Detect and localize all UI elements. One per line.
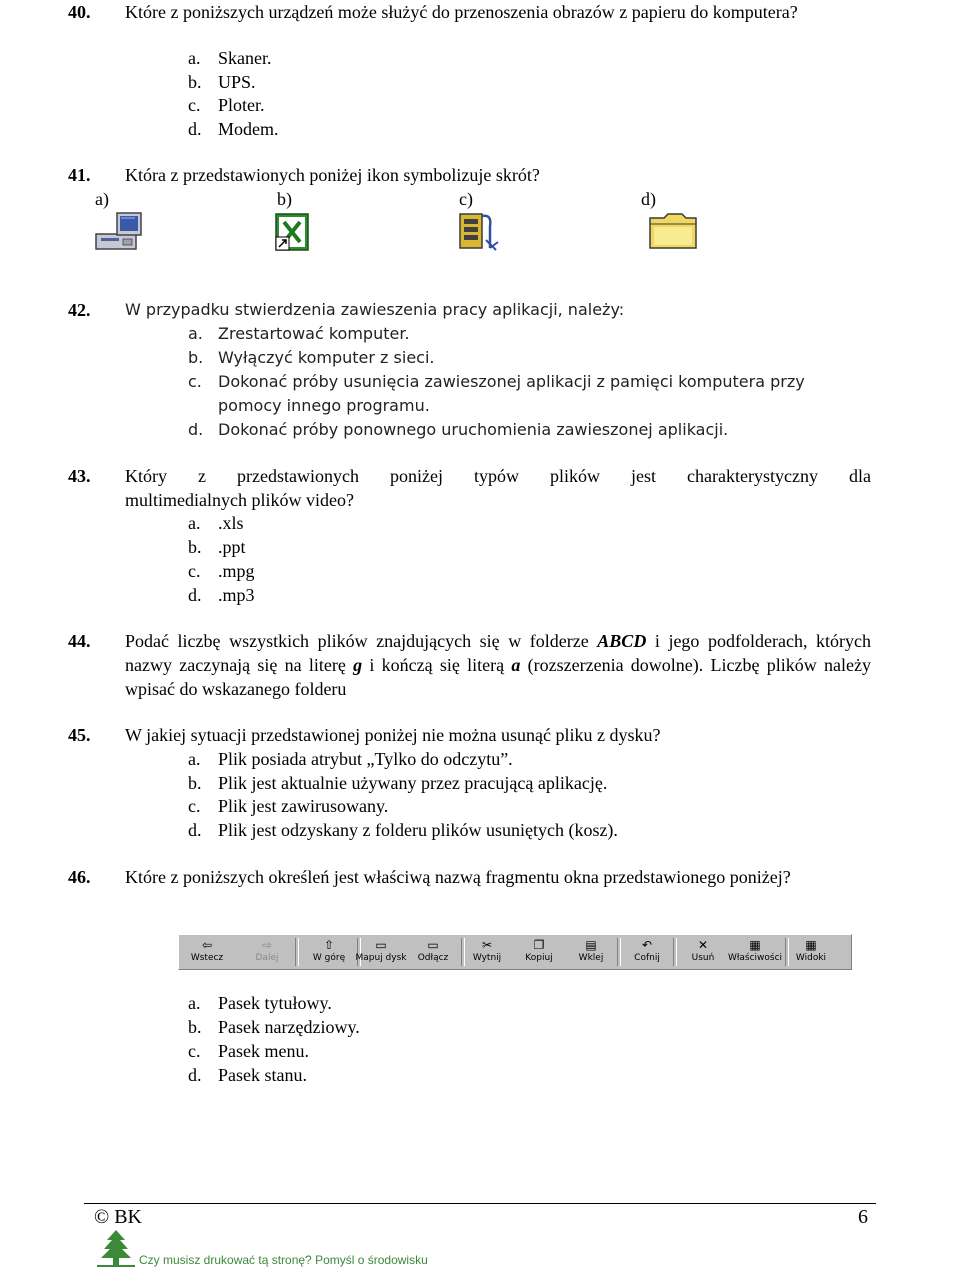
forward-arrow-icon: ⇨ — [261, 938, 273, 952]
properties-icon: ▦ — [749, 938, 761, 952]
toolbar-button-disconnect[interactable]: ▭ Odłącz — [405, 937, 461, 967]
question-number: 44. — [68, 631, 91, 651]
icon-label-c: c) — [459, 189, 473, 209]
page-number: 6 — [858, 1206, 868, 1228]
option: a. Pasek tytułowy. — [188, 993, 332, 1013]
option: b. UPS. — [188, 72, 256, 92]
copy-icon: ❐ — [533, 938, 545, 952]
map-drive-icon: ▭ — [375, 938, 387, 952]
question-text: Która z przedstawionych poniżej ikon symbolizuje skrót? — [125, 165, 540, 185]
toolbar-button-views[interactable]: ▦ Widoki — [783, 937, 839, 967]
option: c. Plik jest zawirusowany. — [188, 796, 389, 816]
toolbar-button-cut[interactable]: ✂ Wytnij — [459, 937, 515, 967]
question-number: 41. — [68, 165, 91, 185]
toolbar-button-undo[interactable]: ↶ Cofnij — [619, 937, 675, 967]
disconnect-drive-icon: ▭ — [427, 938, 439, 952]
option: c. Ploter. — [188, 95, 265, 115]
option: d. Modem. — [188, 119, 279, 139]
option: a. .xls — [188, 513, 244, 533]
question-number: 45. — [68, 725, 91, 745]
question-text-line2: multimedialnych plików video? — [125, 490, 354, 510]
option: b. .ppt — [188, 537, 246, 557]
footer-divider — [84, 1203, 876, 1204]
toolbar-button-map-drive[interactable]: ▭ Mapuj dysk — [353, 937, 409, 967]
back-arrow-icon: ⇦ — [201, 938, 213, 952]
option: c. Dokonać próby usunięcia zawieszonej aplikacji z pamięci komputera przy — [188, 372, 805, 391]
icon-label-d: d) — [641, 189, 656, 209]
views-icon: ▦ — [805, 938, 817, 952]
option-continued: pomocy innego programu. — [218, 396, 430, 415]
toolbar-button-back[interactable]: ⇦ Wstecz — [179, 937, 235, 967]
question-text: W jakiej sytuacji przedstawionej poniżej nie można usunąć pliku z dysku? — [125, 725, 661, 745]
question-number: 40. — [68, 2, 91, 22]
option: a. Zrestartować komputer. — [188, 324, 410, 343]
question-text-line1: Który z przedstawionych poniżej typów plików jest charakterystyczny dla — [125, 466, 871, 486]
option: d. Pasek stanu. — [188, 1065, 307, 1085]
question-text: W przypadku stwierdzenia zawieszenia pracy aplikacji, należy: — [125, 300, 625, 319]
toolbar-separator — [295, 938, 299, 966]
eco-message: Czy musisz drukować tą stronę? Pomyśl o środowisku — [139, 1253, 428, 1267]
letter-a: a — [511, 655, 521, 675]
footer-copyright: © BK — [94, 1206, 142, 1228]
question-text: Które z poniższych określeń jest właściwą nazwą fragmentu okna przedstawionego poniżej? — [125, 867, 791, 887]
letter-g: g — [353, 655, 363, 675]
question-text: Które z poniższych urządzeń może służyć do przenoszenia obrazów z papieru do komputera? — [125, 2, 798, 22]
toolbar-button-paste[interactable]: ▤ Wklej — [563, 937, 619, 967]
toolbar-button-delete[interactable]: ✕ Usuń — [675, 937, 731, 967]
question-text: Podać liczbę wszystkich plików znajdujących się w folderze ABCD i jego podfolderach, których nazwy zaczynają się na literę g i kończą się literą a (rozszerzenia dowolne). Liczbę plików należy wpisać do wskazanego folderu — [125, 631, 871, 699]
question-number: 46. — [68, 867, 91, 887]
toolbar-button-forward[interactable]: ⇨ Dalej — [239, 937, 295, 967]
option: b. Pasek narzędziowy. — [188, 1017, 360, 1037]
tree-icon — [95, 1228, 137, 1268]
icon-label-a: a) — [95, 189, 109, 209]
option: b. Wyłączyć komputer z sieci. — [188, 348, 435, 367]
toolbar-button-copy[interactable]: ❐ Kopiuj — [511, 937, 567, 967]
folder-icon — [648, 212, 698, 250]
option: d. Plik jest odzyskany z folderu plików usuniętych (kosz). — [188, 820, 618, 840]
scissors-icon: ✂ — [481, 938, 493, 952]
delete-icon: ✕ — [697, 938, 709, 952]
toolbar-button-up[interactable]: ⇧ W górę — [301, 937, 357, 967]
option: d. .mp3 — [188, 585, 255, 605]
winzip-icon — [456, 210, 500, 254]
option: c. .mpg — [188, 561, 255, 581]
folder-name: ABCD — [597, 631, 647, 651]
icon-label-b: b) — [277, 189, 292, 209]
question-number: 42. — [68, 300, 91, 320]
toolbar-button-properties[interactable]: ▦ Właściwości — [727, 938, 783, 963]
eco-banner — [95, 1228, 495, 1268]
option: c. Pasek menu. — [188, 1041, 309, 1061]
excel-shortcut-icon — [275, 212, 311, 252]
option: d. Dokonać próby ponownego uruchomienia zawieszonej aplikacji. — [188, 420, 729, 439]
up-folder-icon: ⇧ — [323, 938, 335, 952]
explorer-toolbar — [178, 934, 852, 970]
undo-icon: ↶ — [641, 938, 653, 952]
option: a. Plik posiada atrybut „Tylko do odczytu”. — [188, 749, 513, 769]
paste-icon: ▤ — [585, 938, 597, 952]
option: b. Plik jest aktualnie używany przez pracującą aplikację. — [188, 773, 608, 793]
computer-icon — [95, 212, 143, 252]
question-number: 43. — [68, 466, 91, 486]
option: a. Skaner. — [188, 48, 272, 68]
